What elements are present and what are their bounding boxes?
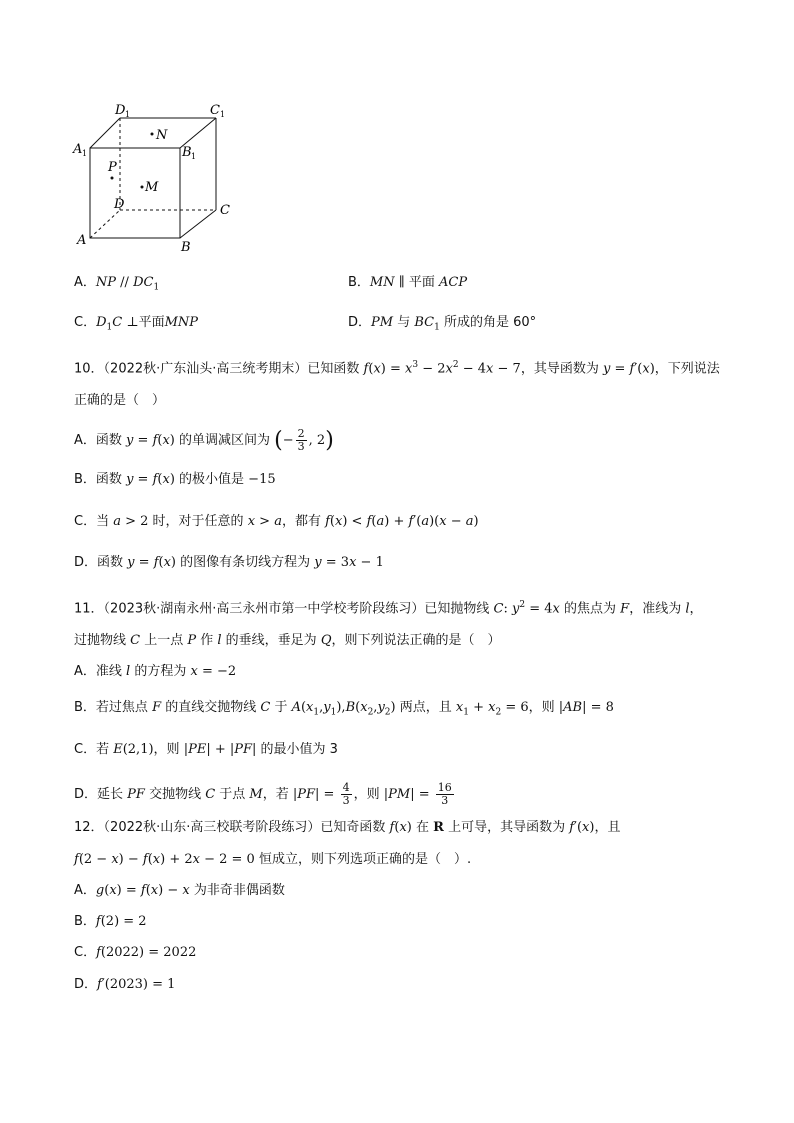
q10-option-a: A．函数 y = f(x) 的单调减区间为 (− $\frac{2}{3}$ , 2): [74, 427, 334, 453]
q10-stem: 10．（2022秋·广东汕头·高三统考期末）已知函数 $f(x) = x^3 - 2x^2 - 4x - 7$，其导函数为 y = f′(x)，下列说法: [74, 360, 720, 377]
q12-option-c: C．f(2022) = 2022: [74, 945, 197, 960]
point-m: [141, 186, 144, 189]
label-m: M: [145, 180, 159, 195]
q9-option-d: D．PM 与 $BC_1$ 所成的角是 60°: [348, 315, 537, 333]
point-p: [111, 177, 114, 180]
q12-stem: 12．（2022秋·山东·高三校联考阶段练习）已知奇函数 f(x) 在 R 上可导，其导函数为 f′(x)，且: [74, 820, 621, 835]
q10-option-c: C．当 a > 2 时，对于任意的 x > a，都有 f(x) < f(a) + f′(a)(x − a): [74, 514, 479, 529]
label-b1: B: [182, 145, 192, 160]
label-d1: D: [115, 103, 126, 118]
label-a1: A: [73, 142, 83, 157]
svg-text:1: 1: [125, 110, 131, 119]
cube-front-face: [90, 148, 180, 238]
q10-option-d: D．函数 y = f(x) 的图像有条切线方程为 y = 3x − 1: [74, 555, 384, 570]
q12-option-d: D．f′(2023) = 1: [74, 977, 176, 992]
svg-text:1: 1: [82, 149, 88, 158]
point-n: [151, 133, 154, 136]
q11-option-b: B．若过焦点 F 的直线交抛物线 C 于 $A(x_1,y_1),B(x_2,y_2)$ 两点，且 $x_1 + x_2 = 6$，则 |AB| = 8: [74, 700, 614, 718]
cube-figure: [70, 98, 250, 258]
q12-option-a: A．g(x) = f(x) − x 为非奇非偶函数: [74, 883, 285, 898]
q11-option-d: D．延长 PF 交抛物线 C 于点 M，若 |PF| = $\frac{4}{3}$ ，则 |PM| = $\frac{16}{3}$: [74, 781, 452, 807]
label-p: P: [108, 160, 117, 175]
q11-stem-2: 过抛物线 C 上一点 P 作 l 的垂线，垂足为 Q，则下列说法正确的是（ ）: [74, 633, 501, 648]
label-n: N: [156, 128, 168, 143]
q9-option-c: C．$D_1C$ ⊥平面MNP: [74, 315, 199, 333]
svg-text:1: 1: [220, 110, 226, 119]
q11-option-a: A．准线 l 的方程为 x = −2: [74, 664, 237, 679]
label-c1: C: [210, 103, 220, 118]
label-a: A: [77, 233, 87, 248]
svg-text:1: 1: [191, 152, 197, 161]
q12-stem-2: f(2 − x) − f(x) + 2x − 2 = 0 恒成立，则下列选项正确的是（ ）.: [74, 852, 472, 867]
q12-option-b: B．f(2) = 2: [74, 914, 147, 929]
label-d: D: [114, 197, 125, 212]
q9-option-b: B．MN ∥ 平面 ACP: [348, 275, 468, 290]
q9-option-a: A．NP // $DC_1$: [74, 275, 160, 293]
q11-option-c: C．若 E(2,1)，则 |PE| + |PF| 的最小值为 3: [74, 742, 338, 757]
q10-option-b: B．函数 y = f(x) 的极小值是 −15: [74, 472, 276, 487]
label-b: B: [181, 240, 191, 255]
label-c: C: [220, 203, 230, 218]
hidden-edge-ad: [90, 210, 120, 238]
q11-stem: 11．（2023秋·湖南永州·高三永州市第一中学校考阶段练习）已知抛物线 C: $y^2 = 4x$ 的焦点为 F，准线为 l，: [74, 600, 703, 617]
q10-stem-2: 正确的是（ ）: [74, 393, 166, 408]
